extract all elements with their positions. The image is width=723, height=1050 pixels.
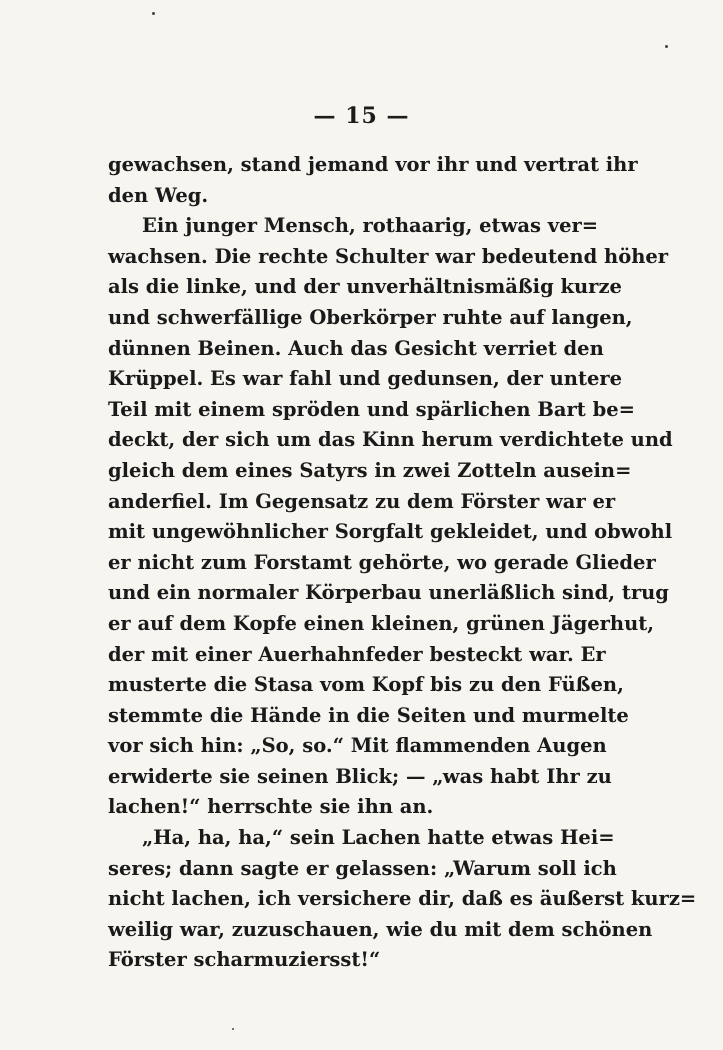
text-line: seres; dann sagte er gelassen: „Warum soll ich: [108, 856, 617, 880]
text-line: dünnen Beinen. Auch das Gesicht verriet den: [108, 336, 604, 360]
text-line: musterte die Stasa vom Kopf bis zu den Füßen,: [108, 673, 624, 697]
text-line: stemmte die Hände in die Seiten und murmelte: [108, 703, 629, 727]
text-line: Ein junger Mensch, rothaarig, etwas ver=: [142, 214, 599, 238]
text-line: der mit einer Auerhahnfeder besteckt war. Er: [108, 642, 606, 666]
text-line: gleich dem eines Satyrs in zwei Zotteln ausein=: [108, 458, 632, 482]
text-line: Förster scharmuziersst!“: [108, 948, 381, 972]
text-line: als die linke, und der unverhältnismäßig kurze: [108, 275, 622, 299]
text-line: und schwerfällige Oberkörper ruhte auf langen,: [108, 305, 633, 329]
page-number: — 15 —: [313, 103, 410, 129]
text-line: wachsen. Die rechte Schulter war bedeutend höher: [108, 244, 669, 268]
body-text: [108, 150, 697, 976]
text-line: nicht lachen, ich versichere dir, daß es äußerst kurz=: [108, 887, 697, 911]
scan-speck: [152, 12, 155, 15]
text-line: weilig war, zuzuschauen, wie du mit dem schönen: [108, 917, 653, 941]
scan-speck: [665, 45, 668, 48]
text-line: anderfiel. Im Gegensatz zu dem Förster war er: [108, 489, 616, 513]
text-line: deckt, der sich um das Kinn herum verdichtete und: [108, 428, 673, 452]
text-line: mit ungewöhnlicher Sorgfalt gekleidet, und obwohl: [108, 520, 673, 544]
scan-speck: [232, 1028, 234, 1030]
text-line: er auf dem Kopfe einen kleinen, grünen Jägerhut,: [108, 611, 655, 635]
text-line: lachen!“ herrschte sie ihn an.: [108, 795, 434, 819]
text-line: den Weg.: [108, 183, 209, 207]
text-line: vor sich hin: „So, so.“ Mit flammenden Augen: [108, 734, 607, 758]
text-line: gewachsen, stand jemand vor ihr und vertrat ihr: [108, 153, 638, 176]
text-line: „Ha, ha, ha,“ sein Lachen hatte etwas Hei=: [142, 826, 615, 850]
text-line: Krüppel. Es war fahl und gedunsen, der untere: [108, 367, 623, 391]
text-line: und ein normaler Körperbau unerläßlich sind, trug: [108, 581, 669, 605]
text-line: erwiderte sie seinen Blick; — „was habt Ihr zu: [108, 764, 612, 788]
text-line: Teil mit einem spröden und spärlichen Bart be=: [108, 397, 635, 421]
text-line: er nicht zum Forstamt gehörte, wo gerade Glieder: [108, 550, 656, 574]
